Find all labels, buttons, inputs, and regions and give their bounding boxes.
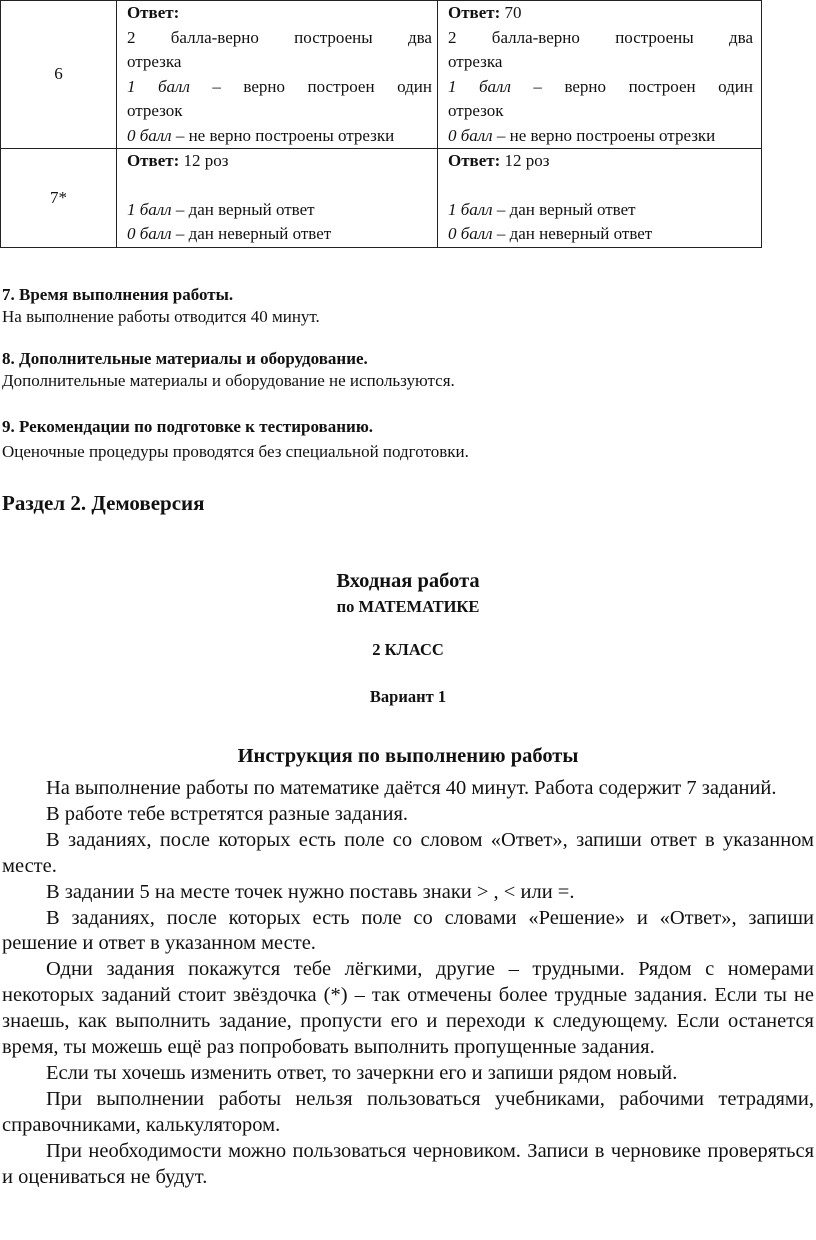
instruction-paragraph: В заданиях, после которых есть поле со словом «Ответ», запиши ответ в указанном месте. bbox=[2, 828, 814, 877]
instruction-paragraph: На выполнение работы по математике даётся 40 минут. Работа содержит 7 заданий. bbox=[46, 777, 777, 799]
answer-label: Ответ: bbox=[447, 151, 501, 170]
criteria-line: 0 балл – дан неверный ответ bbox=[126, 224, 332, 243]
instruction-title: Инструкция по выполнению работы bbox=[237, 745, 579, 767]
criteria-line: 2 балла-верно построены два bbox=[126, 27, 432, 47]
instruction-paragraph: В заданиях, после которых есть поле со словами «Решение» и «Ответ», запиши решение и ответ в указанном месте. bbox=[2, 906, 814, 955]
table-row bbox=[1, 149, 762, 248]
section-text: Оценочные процедуры проводятся без специальной подготовки. bbox=[2, 442, 469, 461]
answer-label: Ответ: bbox=[126, 151, 180, 170]
section-text: На выполнение работы отводится 40 минут. bbox=[2, 307, 320, 326]
answer-label: Ответ: bbox=[447, 3, 501, 22]
instruction-paragraph: В работе тебе встретятся разные задания. bbox=[46, 802, 409, 825]
criteria-line: отрезок bbox=[126, 101, 183, 120]
section-recommendations bbox=[2, 416, 469, 463]
task-number: 6 bbox=[1, 1, 117, 149]
section-text: Дополнительные материалы и оборудование не используются. bbox=[2, 371, 455, 390]
criteria-line: 1 балл – верно построен один bbox=[447, 76, 754, 96]
work-title: Входная работа bbox=[336, 570, 480, 592]
grade-title: 2 КЛАСС bbox=[372, 640, 444, 659]
section-time bbox=[2, 284, 320, 328]
answer-value: 12 роз bbox=[179, 151, 229, 170]
section-heading: 9. Рекомендации по подготовке к тестированию. bbox=[2, 417, 374, 436]
instructions-body bbox=[2, 776, 814, 1191]
criteria-line: отрезка bbox=[126, 52, 182, 71]
section-heading: 8. Дополнительные материалы и оборудование. bbox=[2, 349, 368, 368]
task-number: 7* bbox=[1, 149, 117, 248]
criteria-cell bbox=[116, 1, 437, 149]
criteria-cell bbox=[116, 149, 437, 248]
criteria-line: 0 балл – не верно построены отрезки bbox=[126, 125, 395, 145]
section-materials bbox=[2, 348, 455, 392]
instruction-paragraph: В задании 5 на месте точек нужно поставь знаки > , < или =. bbox=[46, 880, 575, 903]
criteria-cell bbox=[437, 149, 761, 248]
instruction-paragraph: Если ты хочешь изменить ответ, то зачеркни его и запиши рядом новый. bbox=[46, 1061, 678, 1084]
instruction-paragraph: При выполнении работы нельзя пользоваться учебниками, рабочими тетрадями, справочниками, калькулятором. bbox=[2, 1087, 814, 1136]
section-heading: 7. Время выполнения работы. bbox=[2, 285, 234, 304]
answer-label: Ответ: bbox=[126, 3, 180, 22]
instruction-paragraph: Одни задания покажутся тебе лёгкими, другие – трудными. Рядом с номерами некоторых заданий стоит звёздочка (*) – так отмечены более трудные задания. Если ты не знаешь, как выполнить задание, пропусти его и переходи к следующему. Если останется время, ты можешь ещё раз попробовать выполнить пропущенные задания. bbox=[2, 958, 814, 1059]
instruction-paragraph: При необходимости можно пользоваться черновиком. Записи в черновике проверяться и оцениваться не будут. bbox=[2, 1139, 814, 1188]
criteria-line: 1 балл – дан верный ответ bbox=[447, 199, 636, 219]
criteria-line: 1 балл – дан верный ответ bbox=[126, 199, 315, 219]
criteria-line: отрезка bbox=[447, 52, 503, 71]
criteria-line: 0 балл – не верно построены отрезки bbox=[447, 125, 716, 145]
answer-value: 12 роз bbox=[500, 151, 550, 170]
variant-title: Вариант 1 bbox=[369, 687, 447, 706]
answer-value: 70 bbox=[500, 3, 522, 22]
criteria-line: 2 балла-верно построены два bbox=[447, 27, 753, 47]
grading-table bbox=[0, 0, 762, 248]
part-title: Раздел 2. Демоверсия bbox=[2, 491, 205, 515]
criteria-cell bbox=[437, 1, 761, 149]
criteria-line: 0 балл – дан неверный ответ bbox=[447, 224, 653, 243]
criteria-line: отрезок bbox=[447, 101, 504, 120]
subject-title: по МАТЕМАТИКЕ bbox=[336, 597, 480, 616]
table-row bbox=[1, 1, 762, 149]
criteria-line: 1 балл – верно построен один bbox=[126, 76, 432, 96]
